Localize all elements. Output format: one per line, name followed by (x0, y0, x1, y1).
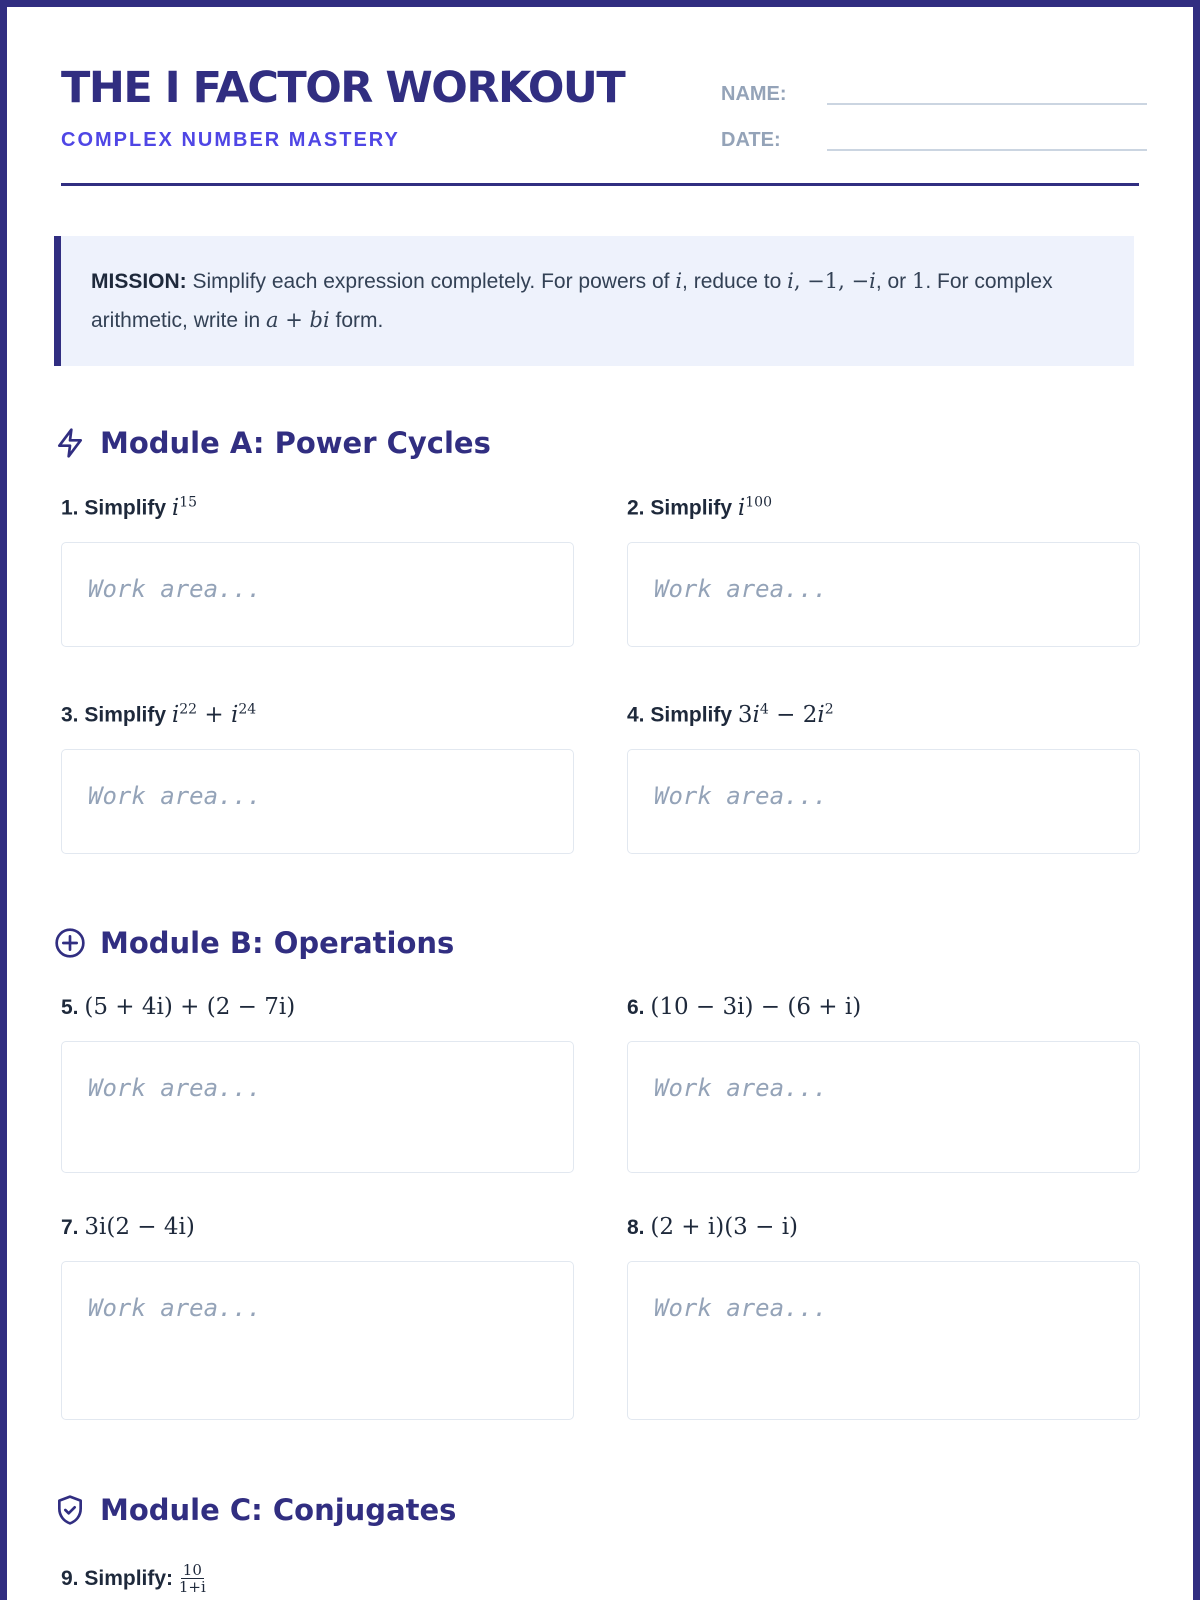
module-title-text: Module C: Conjugates (100, 1493, 457, 1527)
problem-9-label (61, 1562, 206, 1595)
problem-prefix: Simplify (84, 496, 167, 520)
problem-prefix: Simplify (650, 703, 733, 727)
mission-text: . For complex arithmetic, write in (91, 270, 1053, 332)
name-field[interactable] (827, 103, 1147, 105)
problem-prefix: Simplify: (84, 1566, 174, 1590)
plus-circle-icon (54, 927, 86, 959)
math-base: i (171, 701, 180, 728)
math-operator: + (197, 701, 231, 728)
math-exponent: 24 (238, 701, 257, 717)
math-base: i (752, 701, 760, 728)
date-label: DATE: (721, 129, 781, 151)
problem-3-label (61, 701, 256, 728)
work-area-2[interactable]: Work area... (627, 542, 1140, 647)
problem-number: 5. (61, 996, 79, 1019)
problem-number: 3. (61, 703, 79, 727)
work-area-8[interactable]: Work area... (627, 1261, 1140, 1420)
mission-text: form. (329, 309, 384, 332)
problem-number: 6. (627, 996, 645, 1019)
fraction-denominator: 1+i (178, 1578, 206, 1596)
math-coefficient: 3 (737, 701, 753, 728)
problem-1-label (61, 494, 197, 521)
problem-number: 8. (627, 1216, 645, 1239)
problem-2-label (627, 494, 772, 521)
mission-math: i (787, 269, 794, 293)
problem-8-label (627, 1214, 798, 1240)
math-base: i (817, 701, 825, 728)
module-b-title (54, 923, 454, 963)
work-area-7[interactable]: Work area... (61, 1261, 574, 1420)
problem-number: 2. (627, 496, 645, 520)
problem-expression (172, 702, 256, 728)
name-label: NAME: (721, 83, 787, 105)
mission-text: Simplify each expression completely. For powers of (186, 270, 676, 293)
work-area-6[interactable]: Work area... (627, 1041, 1140, 1173)
module-a-title (54, 423, 491, 463)
problem-expression: (10 − 3i) − (6 + i) (650, 994, 862, 1020)
problem-number: 4. (627, 703, 645, 727)
problem-expression: (5 + 4i) + (2 − 7i) (84, 994, 296, 1020)
work-area-1[interactable]: Work area... (61, 542, 574, 647)
math-base: i (737, 494, 746, 521)
page-title: THE I FACTOR WORKOUT (61, 63, 625, 113)
shield-check-icon (54, 1494, 86, 1526)
mission-math: −i (851, 269, 876, 293)
math-exponent: 2 (824, 701, 834, 717)
math-operator: − 2 (768, 701, 818, 728)
module-c-title (54, 1490, 456, 1530)
problem-expression (172, 495, 197, 521)
math-base: i (171, 494, 180, 521)
mission-math: i (675, 269, 683, 293)
problem-5-label (61, 994, 295, 1020)
problem-number: 7. (61, 1216, 79, 1239)
problem-expression (738, 495, 772, 521)
problem-expression: 3i(2 − 4i) (84, 1214, 195, 1240)
lightning-icon (54, 427, 86, 459)
page-subtitle: COMPLEX NUMBER MASTERY (61, 129, 400, 151)
problem-6-label (627, 994, 861, 1020)
date-field[interactable] (827, 149, 1147, 151)
module-title-text: Module A: Power Cycles (100, 426, 491, 460)
problem-expression (738, 702, 834, 728)
work-area-4[interactable]: Work area... (627, 749, 1140, 854)
work-area-5[interactable]: Work area... (61, 1041, 574, 1173)
problem-expression: (2 + i)(3 − i) (650, 1214, 799, 1240)
mission-math: , (793, 269, 808, 293)
math-base: i (230, 701, 239, 728)
math-exponent: 22 (179, 701, 198, 717)
mission-text: , or (875, 270, 912, 293)
problem-fraction (179, 1562, 206, 1595)
mission-box (54, 236, 1134, 366)
math-exponent: 100 (745, 494, 772, 510)
fraction-numerator: 10 (182, 1561, 202, 1579)
math-exponent: 15 (179, 494, 198, 510)
problem-4-label (627, 701, 834, 728)
mission-math: 1 (912, 269, 926, 293)
mission-math: −1 (807, 269, 839, 293)
problem-prefix: Simplify (84, 703, 167, 727)
mission-math: a + bi (266, 308, 330, 332)
work-area-3[interactable]: Work area... (61, 749, 574, 854)
problem-number: 1. (61, 496, 79, 520)
mission-text: , reduce to (682, 270, 788, 293)
problem-prefix: Simplify (650, 496, 733, 520)
problem-number: 9. (61, 1566, 79, 1590)
problem-7-label (61, 1214, 195, 1240)
math-exponent: 4 (759, 701, 769, 717)
mission-math: , (838, 269, 852, 293)
mission-label: MISSION: (91, 270, 187, 293)
worksheet-header (61, 7, 1139, 186)
module-title-text: Module B: Operations (100, 926, 455, 960)
